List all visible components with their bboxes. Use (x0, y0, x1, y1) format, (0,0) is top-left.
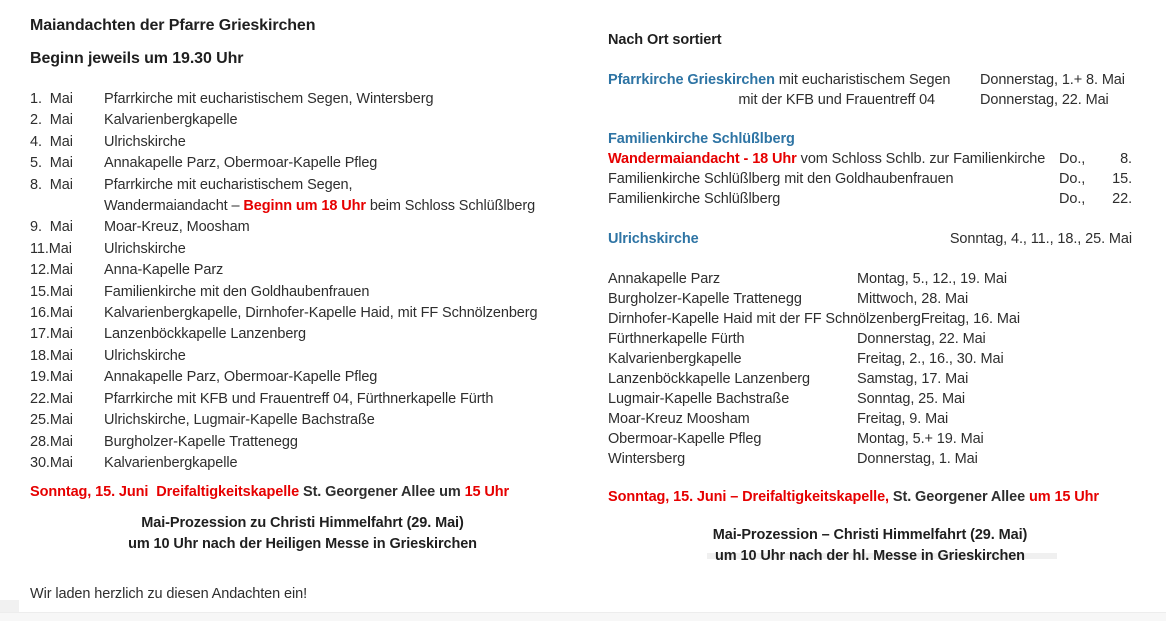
text-segment: St. Georgener Allee um (299, 484, 465, 501)
start-time-subtitle: Beginn jeweils um 19.30 Uhr (30, 50, 244, 67)
text-segment: St. Georgener Allee (888, 489, 1029, 505)
familienkirche-venue (608, 189, 1059, 209)
familienkirche-row (608, 189, 1132, 209)
text-segment: Beginn um 18 Uhr (243, 198, 366, 215)
text-segment: Ulrichskirche, Lugmair-Kapelle Bachstraße (104, 412, 375, 429)
schedule-date: 1. Mai (30, 91, 73, 107)
schedule-row (30, 324, 575, 345)
location-date: Donnerstag, 1. Mai (857, 451, 978, 467)
schedule-venue (104, 110, 575, 131)
location-date: Mittwoch, 28. Mai (857, 291, 969, 307)
text-segment: Lanzenböckkapelle Lanzenberg (104, 326, 306, 343)
location-row (608, 409, 1132, 429)
locations-list (608, 269, 1132, 469)
schedule-venue-line (104, 453, 575, 474)
schedule-venue-line (104, 260, 575, 281)
schedule-row (30, 367, 575, 388)
schedule-row (30, 432, 575, 453)
location-name: Moar-Kreuz Moosham (608, 411, 750, 427)
schedule-venue (104, 217, 575, 238)
schedule-venue-line (104, 239, 575, 260)
pfarrkirche-date: Donnerstag, 22. Mai (980, 92, 1109, 108)
schedule-venue (104, 346, 575, 367)
familienkirche-row (608, 149, 1132, 169)
schedule-venue (104, 324, 575, 345)
schedule-row (30, 132, 575, 153)
pfarrkirche-date: Donnerstag, 1.+ 8. Mai (980, 72, 1125, 88)
location-date: Samstag, 17. Mai (857, 371, 969, 387)
schedule-row (30, 282, 575, 303)
text-segment: Kalvarienbergkapelle (104, 112, 238, 129)
schedule-row (30, 217, 575, 238)
location-row (608, 449, 1132, 469)
pfarrkirche-row (608, 70, 1132, 90)
schedule-date: 4. Mai (30, 133, 73, 150)
schedule-venue-line (104, 175, 575, 196)
schedule-date: 17.Mai (30, 326, 73, 343)
procession-line1: Mai-Prozession zu Christi Himmelfahrt (29. Mai) (141, 515, 464, 532)
procession-line2: um 10 Uhr nach der hl. Messe in Grieskirchen (715, 548, 1025, 564)
familienkirche-day: Do., (1059, 191, 1086, 207)
schedule-venue-line (104, 153, 575, 174)
schedule-row (30, 239, 575, 260)
schedule-venue (104, 453, 575, 474)
text-segment: Kalvarienbergkapelle, Dirnhofer-Kapelle Haid, mit FF Schnölzenberg (104, 305, 538, 322)
location-name: Dirnhofer-Kapelle Haid mit der FF Schnölzenberg (608, 311, 921, 327)
schedule-venue-line (104, 217, 575, 238)
text-segment: vom Schloss Schlb. zur Familienkirche (796, 151, 1046, 167)
place-sorted-column (608, 30, 1132, 567)
schedule-row (30, 175, 575, 218)
schedule-venue (104, 282, 575, 303)
location-date: Donnerstag, 22. Mai (857, 331, 986, 347)
location-name: Annakapelle Parz (608, 271, 721, 287)
schedule-date: 8. Mai (30, 176, 73, 193)
schedule-venue (104, 132, 575, 153)
location-date: Montag, 5.+ 19. Mai (857, 431, 984, 447)
ulrichskirche-row (608, 229, 1132, 249)
schedule-date: 16.Mai (30, 305, 73, 322)
schedule-venue-line (104, 367, 575, 388)
closing-invitation: Wir laden herzlich zu diesen Andachten ein! (30, 586, 308, 603)
schedule-date: 19.Mai (30, 369, 73, 386)
schedule-venue (104, 89, 575, 110)
text-segment: Wandermaiandacht - 18 Uhr (608, 151, 797, 167)
location-name: Lugmair-Kapelle Bachstraße (608, 391, 790, 407)
ulrichskirche-heading: Ulrichskirche (608, 231, 699, 247)
procession-note-left (30, 513, 575, 555)
location-row (608, 369, 1132, 389)
schedule-row (30, 110, 575, 131)
text-segment: Ulrichskirche (104, 347, 186, 364)
text-segment: Familienkirche mit den Goldhaubenfrauen (104, 283, 370, 300)
schedule-date: 15.Mai (30, 283, 73, 300)
procession-line1: Mai-Prozession – Christi Himmelfahrt (29. Mai) (712, 527, 1028, 543)
familienkirche-venue (608, 149, 1059, 169)
schedule-row (30, 303, 575, 324)
schedule-date: 22.Mai (30, 390, 73, 407)
text-segment: Sonntag, 15. Juni – Dreifaltigkeitskapelle, (608, 489, 889, 505)
familienkirche-daynum: 22. (1112, 191, 1132, 207)
pfarrkirche-block (608, 70, 1132, 110)
schedule-date: 25.Mai (30, 412, 73, 429)
schedule-venue (104, 367, 575, 388)
text-segment: Familienkirche Schlüßlberg mit den Goldhaubenfrauen (608, 171, 954, 187)
june-event-line-right (608, 487, 1132, 507)
familienkirche-day: Do., (1059, 151, 1086, 167)
location-row (608, 329, 1132, 349)
location-name: Lanzenböckkapelle Lanzenberg (608, 371, 810, 387)
location-row (608, 309, 1132, 329)
location-row (608, 429, 1132, 449)
schedule-venue-line (104, 346, 575, 367)
schedule-venue (104, 410, 575, 431)
schedule-date: 9. Mai (30, 219, 73, 236)
text-segment: 15 Uhr (464, 484, 510, 501)
location-row (608, 269, 1132, 289)
location-name: Kalvarienbergkapelle (608, 351, 742, 367)
schedule-row (30, 89, 575, 110)
text-segment: Ulrichskirche (104, 240, 186, 257)
schedule-row (30, 346, 575, 367)
familienkirche-row (608, 169, 1132, 189)
text-segment: mit eucharistischem Segen (774, 72, 951, 88)
location-date: Freitag, 2., 16., 30. Mai (857, 351, 1004, 367)
schedule-venue (104, 389, 575, 410)
text-segment: Burgholzer-Kapelle Trattenegg (104, 433, 298, 450)
schedule-row (30, 389, 575, 410)
location-row (608, 289, 1132, 309)
text-segment: Familienkirche Schlüßlberg (608, 191, 781, 207)
schedule-date: 28.Mai (30, 433, 73, 450)
schedule-venue (104, 153, 575, 174)
text-segment: mit der KFB und Frauentreff 04 (738, 92, 935, 108)
pfarrkirche-venue (608, 70, 980, 90)
location-date: Freitag, 9. Mai (857, 411, 949, 427)
location-date: Sonntag, 25. Mai (857, 391, 966, 407)
location-date: Montag, 5., 12., 19. Mai (857, 271, 1007, 287)
date-sorted-column (30, 15, 575, 605)
schedule-date: 2. Mai (30, 112, 73, 129)
june-event-line-left (30, 482, 575, 503)
text-segment: um 15 Uhr (1028, 489, 1099, 505)
location-name: Wintersberg (608, 451, 686, 467)
familienkirche-daynum: 8. (1120, 151, 1132, 167)
location-name: Burgholzer-Kapelle Trattenegg (608, 291, 802, 307)
schedule-row (30, 260, 575, 281)
schedule-venue-line (104, 110, 575, 131)
schedule-venue-line (104, 410, 575, 431)
location-date: Freitag, 16. Mai (920, 311, 1020, 327)
text-segment: Pfarrkirche Grieskirchen (608, 72, 775, 88)
schedule-row (30, 153, 575, 174)
schedule-venue (104, 175, 575, 218)
pfarrkirche-row (608, 90, 1132, 110)
location-name: Obermoar-Kapelle Pfleg (608, 431, 762, 447)
schedule-venue-line (104, 282, 575, 303)
schedule-venue-line (104, 196, 575, 217)
text-segment: Pfarrkirche mit eucharistischem Segen, (104, 176, 353, 193)
sorted-by-place-header: Nach Ort sortiert (608, 32, 722, 48)
schedule-row (30, 453, 575, 474)
schedule-date: 5. Mai (30, 155, 73, 172)
location-row (608, 389, 1132, 409)
schedule-venue (104, 239, 575, 260)
text-segment: Ulrichskirche (104, 133, 186, 150)
text-segment: Moar-Kreuz, Moosham (104, 219, 250, 236)
schedule-venue-line (104, 132, 575, 153)
ulrichskirche-dates: Sonntag, 4., 11., 18., 25. Mai (949, 231, 1132, 247)
text-segment: Pfarrkirche mit KFB und Frauentreff 04, Fürthnerkapelle Fürth (104, 390, 494, 407)
schedule-venue-line (104, 389, 575, 410)
schedule-date: 12.Mai (30, 262, 73, 279)
schedule-date: 11.Mai (30, 240, 72, 257)
schedule-row (30, 410, 575, 431)
pfarrkirche-venue (608, 90, 980, 110)
location-row (608, 349, 1132, 369)
schedule-date: 30.Mai (30, 454, 73, 471)
text-segment: Annakapelle Parz, Obermoar-Kapelle Pfleg (104, 369, 378, 386)
familienkirche-rows (608, 149, 1132, 209)
procession-note-right (608, 525, 1132, 567)
schedule-venue-line (104, 303, 575, 324)
familienkirche-daynum: 15. (1112, 171, 1132, 187)
schedule-venue (104, 432, 575, 453)
schedule-venue (104, 260, 575, 281)
text-segment: Anna-Kapelle Parz (104, 262, 224, 279)
familienkirche-day: Do., (1059, 171, 1086, 187)
text-segment: Annakapelle Parz, Obermoar-Kapelle Pfleg (104, 155, 378, 172)
schedule-venue-line (104, 89, 575, 110)
familienkirche-heading: Familienkirche Schlüßlberg (608, 131, 795, 147)
familienkirche-block (608, 129, 1132, 209)
procession-line2: um 10 Uhr nach der Heiligen Messe in Grieskirchen (128, 536, 477, 553)
schedule-venue (104, 303, 575, 324)
location-name: Fürthnerkapelle Fürth (608, 331, 745, 347)
familienkirche-venue (608, 169, 1059, 189)
schedule-date: 18.Mai (30, 347, 73, 364)
text-segment: Kalvarienbergkapelle (104, 454, 238, 471)
text-segment: Sonntag, 15. Juni Dreifaltigkeitskapelle (30, 484, 300, 501)
text-segment: beim Schloss Schlüßlberg (365, 198, 536, 215)
schedule-list (30, 89, 575, 474)
text-segment: Pfarrkirche mit eucharistischem Segen, Wintersberg (104, 91, 434, 107)
schedule-venue-line (104, 324, 575, 345)
page-title: Maiandachten der Pfarre Grieskirchen (30, 17, 316, 34)
text-segment: Wandermaiandacht – (104, 198, 244, 215)
schedule-venue-line (104, 432, 575, 453)
